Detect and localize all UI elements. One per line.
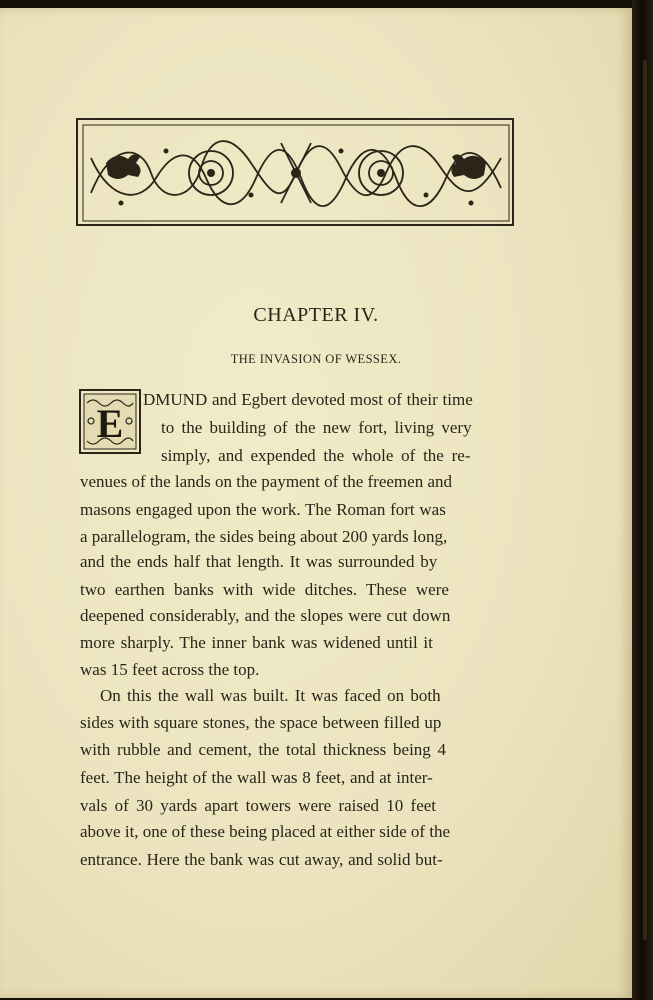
- text-line: above it, one of these being placed at either side of the: [80, 822, 451, 841]
- book-page: [0, 8, 635, 998]
- text-line: sides with square stones, the space between filled up: [80, 713, 442, 732]
- page-edge-strip: [643, 60, 647, 940]
- text-line: two earthen banks with wide ditches. These were: [80, 580, 449, 599]
- text-line: entrance. Here the bank was cut away, and solid but-: [80, 850, 443, 869]
- text-line: vals of 30 yards apart towers were raised 10 feet: [80, 796, 437, 815]
- chapter-title: CHAPTER IV.: [253, 304, 379, 326]
- chapter-subtitle: THE INVASION OF WESSEX.: [230, 352, 402, 366]
- dropcap-letter: E: [96, 401, 124, 446]
- text-line: On this the wall was built. It was faced on both: [100, 686, 441, 705]
- text-line: and the ends half that length. It was surrounded by: [80, 552, 438, 571]
- text-line: deepened considerably, and the slopes were cut down: [80, 606, 451, 625]
- text-line: masons engaged upon the work. The Roman fort was: [80, 500, 446, 519]
- ornamental-headpiece-icon: [76, 118, 514, 226]
- text-line: venues of the lands on the payment of the freemen and: [80, 472, 452, 491]
- text-line: a parallelogram, the sides being about 200 yards long,: [80, 527, 448, 546]
- book-spine-edge: [632, 0, 653, 1000]
- text-line: simply, and expended the whole of the re-: [161, 446, 471, 465]
- text-line: to the building of the new fort, living very: [161, 418, 472, 437]
- text-line: more sharply. The inner bank was widened until it: [80, 633, 433, 652]
- text-line: DMUND and Egbert devoted most of their time: [143, 390, 473, 409]
- decorated-initial-icon: [79, 389, 141, 454]
- text-line: with rubble and cement, the total thickness being 4: [80, 740, 447, 759]
- text-line: was 15 feet across the top.: [80, 660, 260, 679]
- text-line: feet. The height of the wall was 8 feet, and at inter-: [80, 768, 433, 787]
